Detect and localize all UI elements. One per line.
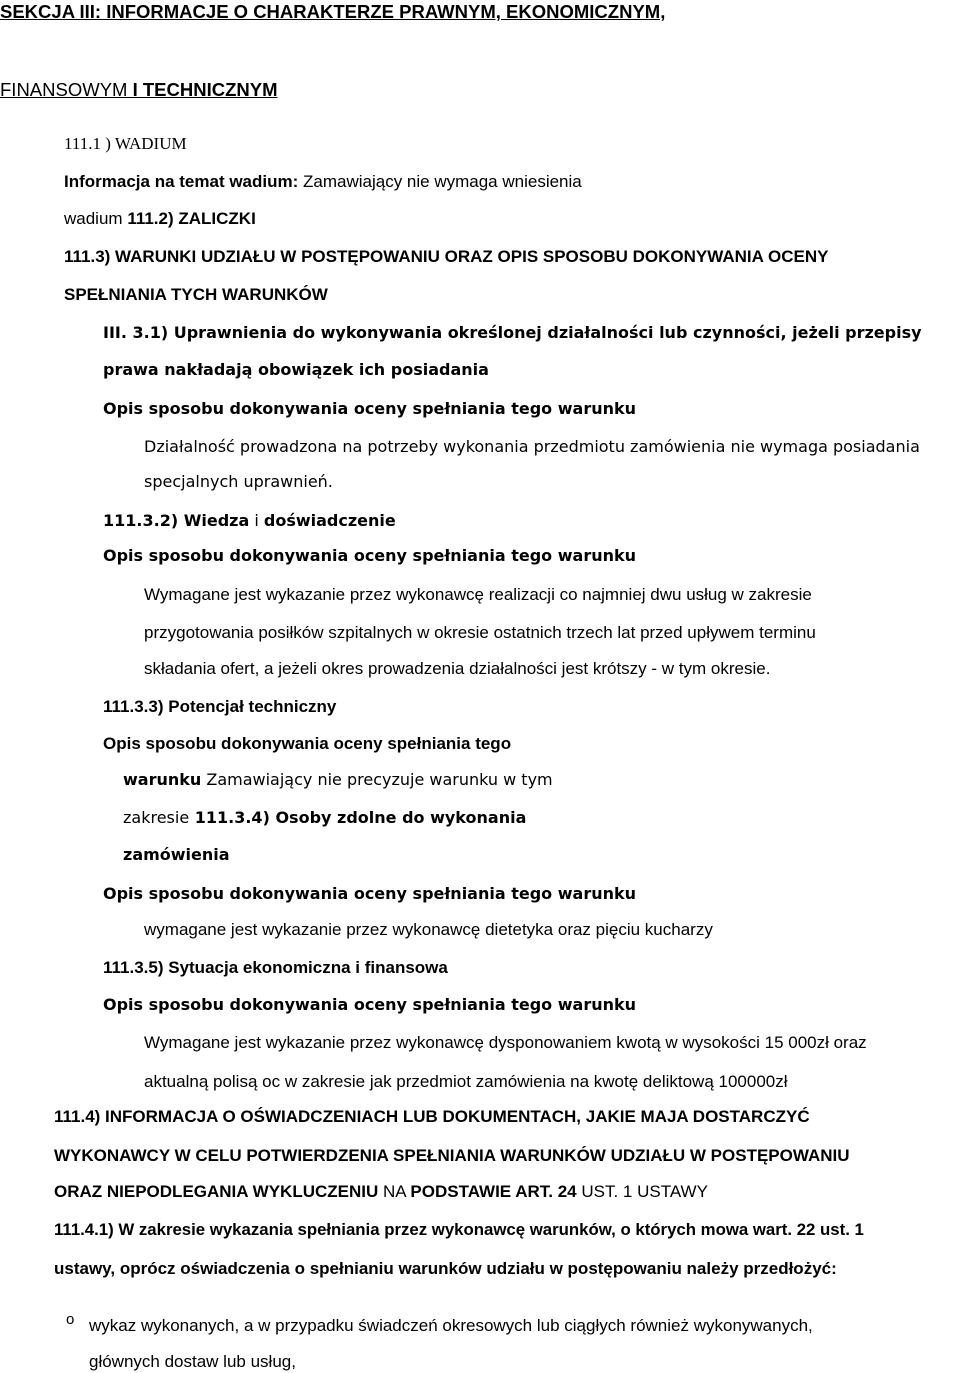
s4-heading: 111.3.4) Osoby zdolne do wykonania: [189, 808, 527, 827]
s1-text: Działalność prowadzona na potrzeby wykonania przedmiotu zamówienia nie wymaga posiadania: [144, 437, 920, 456]
line3-c: PODSTAWIE ART. 24: [410, 1182, 577, 1201]
wadium-info: [64, 172, 582, 192]
title-word-finansowym: FINANSOWYM: [0, 79, 128, 100]
s5-text-cont: aktualną polisą oc w zakresie jak przedmiot zamówienia na kwotę deliktową 100000zł: [144, 1072, 788, 1091]
s4-heading-cont: zamówienia: [123, 845, 230, 864]
s2-label: Opis sposobu dokonywania oceny spełniania tego warunku: [103, 546, 637, 565]
s2-heading-c: doświadczenie: [263, 511, 396, 530]
warunki-heading: 111.3) WARUNKI UDZIAŁU W POSTĘPOWANIU ORAZ OPIS SPOSOBU DOKONYWANIA OCENY: [64, 247, 829, 266]
s2-text: Wymagane jest wykazanie przez wykonawcę realizacji co najmniej dwu usług w zakresie: [144, 585, 812, 604]
s3-label: Opis sposobu dokonywania oceny spełniania tego: [103, 734, 512, 753]
s5-label: Opis sposobu dokonywania oceny spełniania tego warunku: [103, 995, 637, 1014]
line3-d: UST. 1 USTAWY: [576, 1182, 708, 1201]
s3-text-b: zakresie: [123, 808, 190, 827]
s2-text-cont2: składania ofert, a jeżeli okres prowadzenia działalności jest krótszy - w tym okresie.: [144, 659, 771, 678]
s5-text: Wymagane jest wykazanie przez wykonawcę dysponowaniem kwotą w wysokości 15 000zł oraz: [144, 1033, 867, 1052]
wadium-heading: 111.1 ) WADIUM: [64, 134, 187, 153]
sub-heading: 111.4.1) W zakresie wykazania spełniania przez wykonawcę warunków, o których mowa wart. 22 ust. 1: [54, 1220, 864, 1239]
wadium-info-cont: [64, 209, 256, 229]
s1-heading: III. 3.1) Uprawnienia do wykonywania określonej działalności lub czynności, jeżeli przepisy: [103, 323, 922, 342]
s3-label-cont: warunku: [123, 770, 202, 789]
section-title: SEKCJA III: INFORMACJE O CHARAKTERZE PRAWNYM, EKONOMICZNYM,: [0, 1, 666, 22]
s2-text-cont1: przygotowania posiłków szpitalnych w okresie ostatnich trzech lat przed upływem terminu: [144, 623, 816, 642]
oswiadczenia-heading-cont1: WYKONAWCY W CELU POTWIERDZENIA SPEŁNIANIA WARUNKÓW UDZIAŁU W POSTĘPOWANIU: [54, 1146, 850, 1165]
list-item-cont: głównych dostaw lub usług,: [89, 1352, 296, 1371]
title-word-techniczny: I TECHNICZNYM: [127, 79, 278, 100]
s2-heading-a: 111.3.2) Wiedza: [103, 511, 250, 530]
bullet-marker: o: [66, 1311, 75, 1328]
s3-text-a: Zamawiający nie precyzuje warunku w tym: [201, 770, 553, 789]
s4-label: Opis sposobu dokonywania oceny spełniania tego warunku: [103, 884, 637, 903]
s2-heading-b: i: [249, 511, 264, 530]
s1-heading-cont: prawa nakładają obowiązek ich posiadania: [103, 360, 489, 379]
oswiadczenia-heading: 111.4) INFORMACJA O OŚWIADCZENIACH LUB DOKUMENTACH, JAKIE MAJA DOSTARCZYĆ: [54, 1107, 810, 1126]
s3-text-cont: [123, 808, 526, 828]
wadium-word: wadium: [64, 209, 123, 228]
sub-heading-cont: ustawy, oprócz oświadczenia o spełnianiu warunków udziału w postępowaniu należy przedłożyć:: [54, 1259, 837, 1278]
s3-heading: 111.3.3) Potencjał techniczny: [103, 697, 337, 716]
s4-text: wymagane jest wykazanie przez wykonawcę dietetyka oraz pięciu kucharzy: [144, 920, 713, 939]
wadium-info-label: Informacja na temat wadium:: [64, 172, 299, 191]
s2-heading: [103, 511, 396, 531]
zaliczki-heading: 111.2) ZALICZKI: [122, 209, 256, 228]
s3-text: [123, 770, 553, 790]
wadium-info-value: Zamawiający nie wymaga wniesienia: [298, 172, 582, 191]
line3-b: NA: [378, 1182, 411, 1201]
s5-heading: 111.3.5) Sytuacja ekonomiczna i finansowa: [103, 958, 448, 977]
list-item: wykaz wykonanych, a w przypadku świadczeń okresowych lub ciągłych również wykonywanych,: [89, 1316, 813, 1335]
s1-label: Opis sposobu dokonywania oceny spełniania tego warunku: [103, 399, 637, 418]
oswiadczenia-heading-cont2: [54, 1182, 708, 1202]
warunki-heading-cont: SPEŁNIANIA TYCH WARUNKÓW: [64, 285, 328, 304]
line3-a: ORAZ NIEPODLEGANIA WYKLUCZENIU: [54, 1182, 379, 1201]
s1-text-cont: specjalnych uprawnień.: [144, 472, 333, 491]
section-title-cont: [0, 80, 278, 100]
